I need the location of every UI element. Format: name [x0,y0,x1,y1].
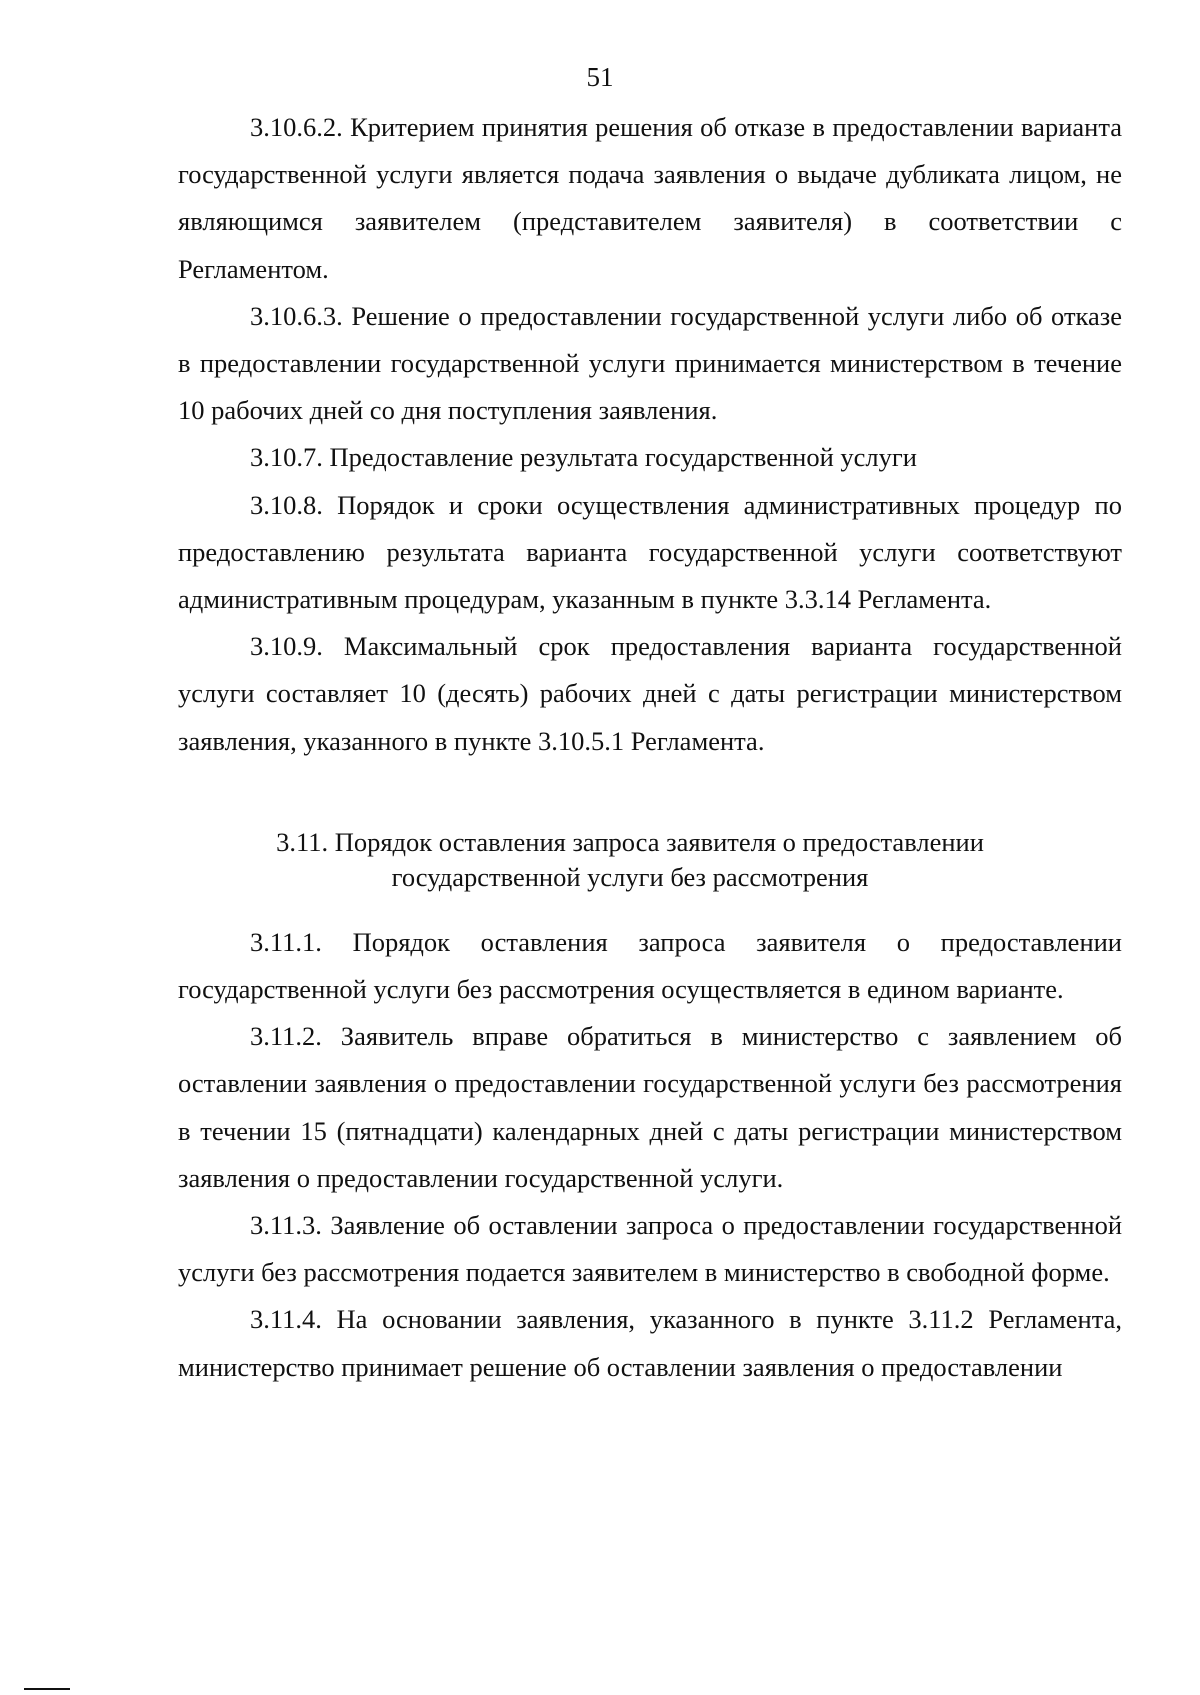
paragraph-3-11-3: 3.11.3. Заявление об оставлении запроса о предоставлении государственной услуги без рассмотрения подается заявителем в министерство в свободной форме. [178,1210,1122,1288]
paragraph-3-10-8: 3.10.8. Порядок и сроки осуществления административных процедур по предоставлению результата варианта государственной услуги соответствуют административным процедурам, указанным в пункте 3.3.14 Регламента. [178,489,1122,615]
paragraph-3-11-4: 3.11.4. На основании заявления, указанного в пункте 3.11.2 Регламента, министерство принимает решение об оставлении заявления о предоставлении [178,1304,1122,1382]
document-body [178,104,1122,1391]
paragraph-3-10-7: 3.10.7. Предоставление результата государственной услуги [250,442,917,473]
paragraph-3-11-2: 3.11.2. Заявитель вправе обратиться в министерство с заявлением об оставлении заявления о предоставлении государственной услуги без рассмотрения в течении 15 (пятнадцати) календарных дней с даты регистрации министерством заявления о предоставлении государственной услуги. [178,1021,1122,1193]
section-heading-line-2: государственной услуги без рассмотрения [391,861,869,892]
footer-rule [24,1688,70,1690]
paragraph-3-10-6-3: 3.10.6.3. Решение о предоставлении государственной услуги либо об отказе в предоставлении государственной услуги принимается министерством в течение 10 рабочих дней со дня поступления заявления. [178,300,1122,426]
section-heading-3-11 [178,765,1122,919]
paragraph-3-11-1: 3.11.1. Порядок оставления запроса заявителя о предоставлении государственной услуги без рассмотрения осуществляется в едином варианте. [178,926,1122,1005]
section-heading-line-1: 3.11. Порядок оставления запроса заявителя о предоставлении [276,826,984,857]
page-number: 51 [586,62,614,92]
paragraph-3-10-9: 3.10.9. Максимальный срок предоставления варианта государственной услуги составляет 10 (десять) рабочих дней с даты регистрации министерством заявления, указанного в пункте 3.10.5.1 Регламента. [178,631,1122,756]
paragraph-3-10-6-2: 3.10.6.2. Критерием принятия решения об отказе в предоставлении варианта государственной услуги является подача заявления о выдаче дубликата лицом, не являющимся заявителем (представителем заявителя) в соответствии с Регламентом. [178,112,1122,284]
